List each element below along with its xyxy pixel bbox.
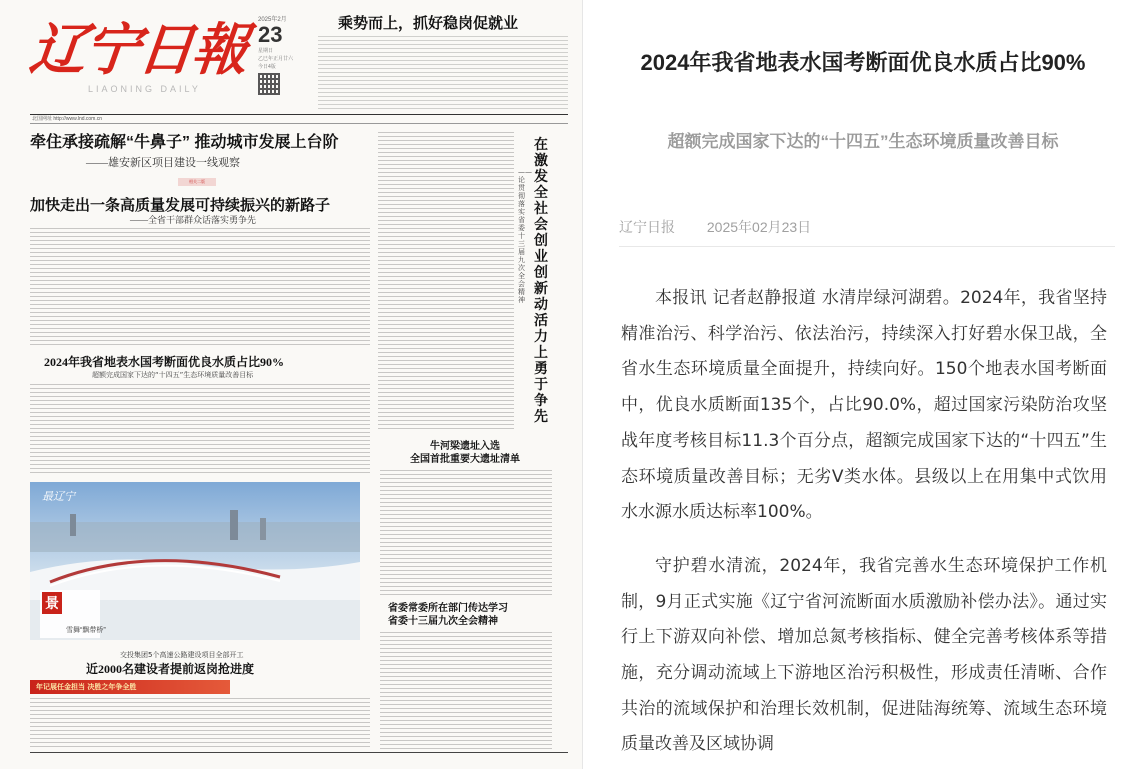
article-meta (619, 217, 1115, 247)
qr-code-icon (258, 73, 280, 95)
water-article-text (30, 384, 370, 476)
issue-lunar: 乙巳年正月廿六 (258, 56, 294, 62)
road-headline: 近2000名建设者提前返岗抢进度 (86, 662, 255, 676)
road-subheadline: 交投集团5个高速公路建设项目全部开工 (120, 651, 244, 659)
newspaper-footer (30, 752, 568, 760)
photo-caption-title: 雪舞“飘带桥” (66, 627, 106, 634)
issue-pages: 今日4版 (258, 64, 276, 70)
vertical-headline: 在激发全社会创业创新动活力上勇于争先 (534, 138, 548, 425)
heritage-article-text (380, 470, 552, 595)
lead-headline: 牵住承接疏解“牛鼻子” 推动城市发展上台阶 (30, 134, 339, 151)
svg-text:景: 景 (45, 597, 59, 612)
top-article-text (318, 36, 568, 112)
second-subheadline: ——全省干部群众话落实勇争先 (130, 215, 257, 225)
article-subtitle: 超额完成国家下达的“十四五”生态环境质量改善目标 (667, 132, 1059, 151)
second-article-text (30, 228, 370, 346)
article-date: 2025年02月23日 (706, 219, 812, 235)
gov-article-text (380, 632, 552, 750)
masthead-title: 辽宁日報 (26, 17, 250, 83)
water-quality-subheadline: 超额完成国家下达的“十四五”生态环境质量改善目标 (92, 371, 254, 379)
gov-headline (388, 602, 558, 628)
snow-bridge-photo (30, 482, 360, 640)
photo-graphic (30, 482, 360, 640)
issue-day: 23 (258, 22, 283, 47)
url-line: 北国网址 http://www.lnd.com.cn (30, 114, 568, 124)
article-panel[interactable] (611, 0, 1115, 769)
top-headline: 乘势而上，抓好稳岗促就业 (338, 15, 519, 32)
photo-brand-label: 最辽宁 (42, 491, 75, 503)
road-article-text (30, 698, 370, 750)
gov-headline-line1: 省委常委所在部门传达学习 (388, 603, 508, 614)
heritage-headline-line2: 全国首批重要大遗址清单 (410, 454, 520, 465)
issue-info (258, 14, 308, 106)
article-paragraph: 本报讯 记者赵静报道 水清岸绿河湖碧。2024年，我省坚持精准治污、科学治污、依法治污，持续深入打好碧水保卫战，全省水生态环境质量全面提升，持续向好。150个地表水国考断面中，优良水质断面135个，占比90.0%，超过国家污染防治攻坚战年度考核目标11.3个百分点，超额完成国家下达的“十四五”生态环境质量改善目标；无劣Ⅴ类水体。县级以上在用集中式饮用水水源水质达标率100%。 (621, 288, 1107, 523)
commentary-text (378, 132, 514, 432)
heritage-headline-line1: 牛河梁遗址入选 (430, 441, 500, 452)
newspaper-masthead (26, 10, 270, 108)
article-paragraph: 守护碧水清流，2024年，我省完善水生态环境保护工作机制，9月正式实施《辽宁省河流断面水质激励补偿办法》。通过实行上下游双向补偿、增加总氮考核指标、健全完善考核体系等措施，充分调动流域上下游地区治污积极性，形成责任清晰、合作共治的流域保护和治理长效机制，促进陆海统筹、流域生态环境质量改善及区域协调 (621, 555, 1107, 755)
issue-month: 2025年2月 (258, 17, 287, 23)
heritage-headline (380, 440, 550, 466)
water-quality-headline: 2024年我省地表水国考断面优良水质占比90% (44, 355, 285, 369)
vertical-subheadline: ——论贯彻落实省委十三届九次全会精神 (518, 168, 532, 304)
campaign-banner: 年记展任金担当 决胜之年争全胜 (30, 680, 230, 694)
article-title: 2024年我省地表水国考断面优良水质占比90% (640, 50, 1086, 75)
article-body (621, 281, 1107, 769)
issue-weekday: 星期日 (258, 48, 274, 54)
gov-headline-line2: 省委十三届九次全会精神 (388, 616, 498, 627)
lead-subheadline: ——雄安新区项目建设一线观察 (86, 157, 240, 169)
masthead-english: LIAONING DAILY (88, 84, 201, 94)
article-source[interactable]: 辽宁日报 (619, 219, 675, 235)
second-headline: 加快走出一条高质量发展可持续振兴的新路子 (30, 198, 331, 214)
related-tag: 相关二版 (178, 178, 216, 186)
